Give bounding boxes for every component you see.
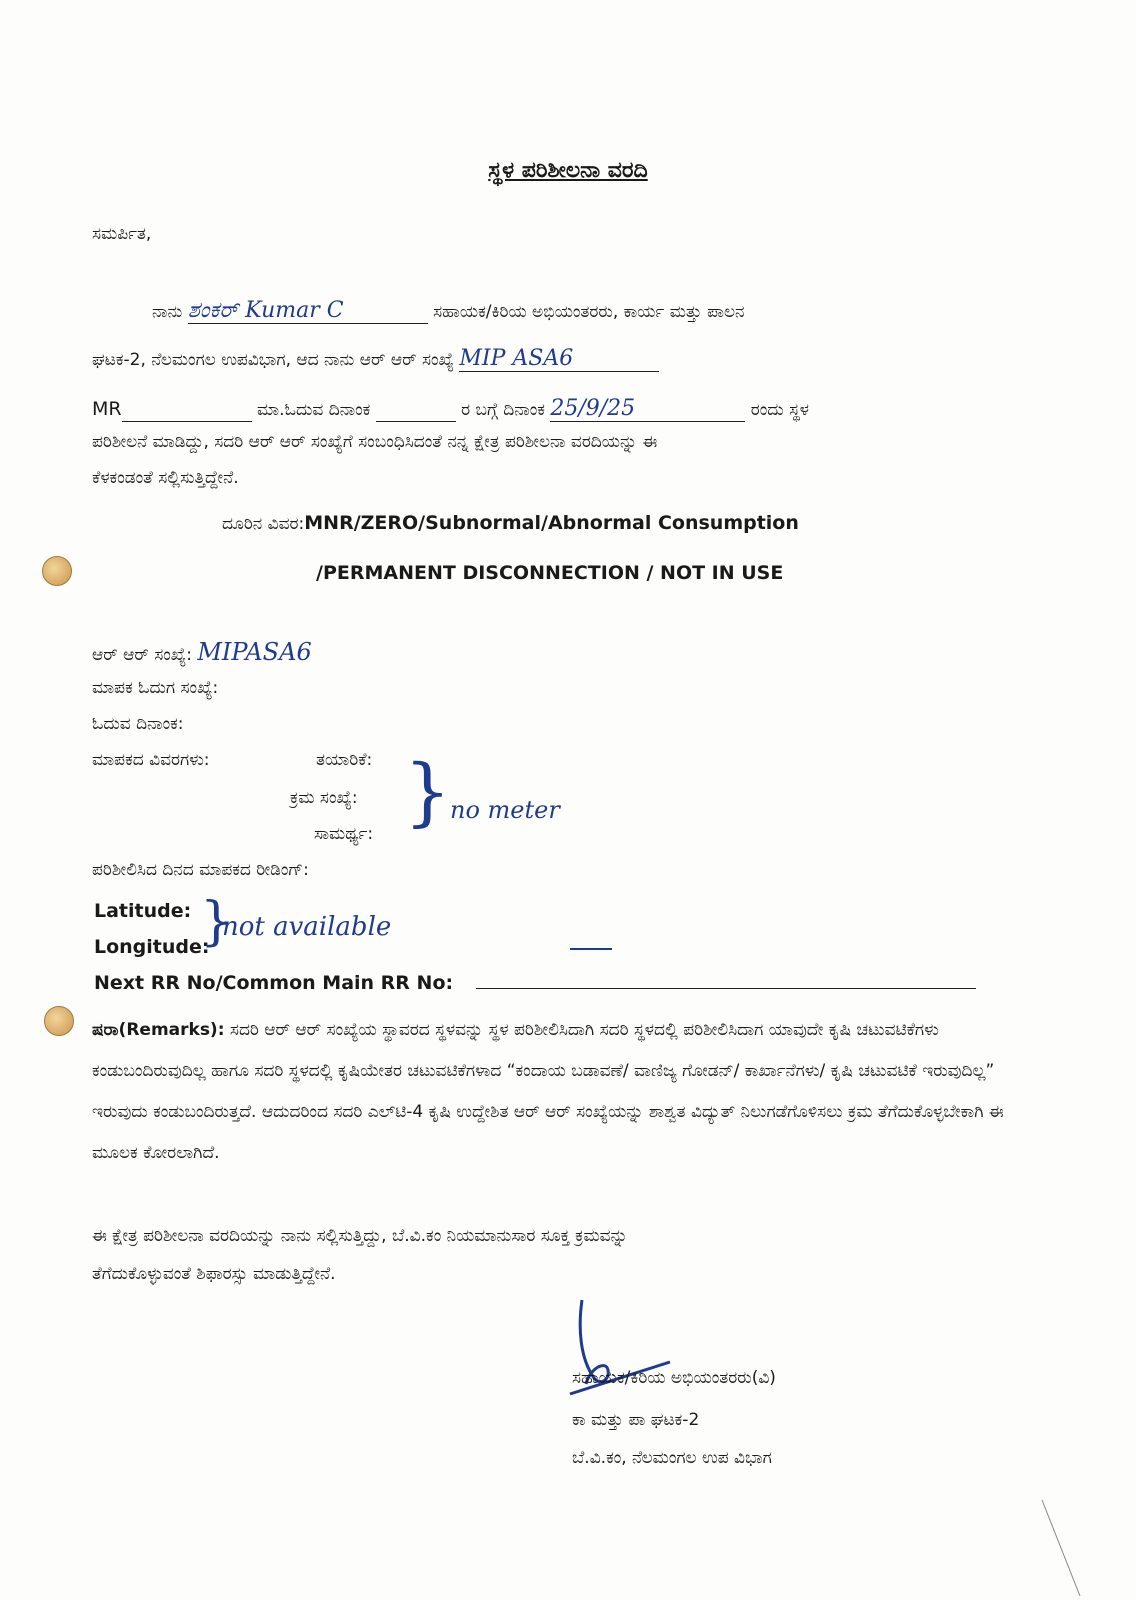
inspection-date-handwritten: 25/9/25 (550, 396, 745, 422)
meter-details-handwritten: no meter (450, 796, 560, 824)
signature-division: ಬೆ.ವಿ.ಕಂ, ನೆಲಮಂಗಲ ಉಪ ವಿಭಾಗ (572, 1448, 772, 1468)
longitude-label: Longitude: (94, 936, 210, 958)
closing-line-2: ತೆಗೆದುಕೊಳ್ಳುವಂತೆ ಶಿಫಾರಸ್ಸು ಮಾಡುತ್ತಿದ್ದೇನೆ. (92, 1264, 336, 1284)
reading-date-blank (376, 403, 456, 422)
meter-capacity-label: ಸಾಮರ್ಥ್ಯ: (314, 824, 374, 844)
meter-make-label: ತಯಾರಿಕೆ: (316, 750, 373, 770)
para-line-2: ಘಟಕ-2, ನೆಲಮಂಗಲ ಉಪವಿಭಾಗ, ಆದ ನಾನು ಆರ್ ಆರ್ ಸಂಖ್ಯೆ MIP ASA6 (92, 346, 659, 372)
signature-scribble (560, 1298, 680, 1408)
complaint-line-2: /PERMANENT DISCONNECTION / NOT IN USE (316, 562, 784, 584)
edge-mark (1040, 1500, 1100, 1600)
reading-on-inspection-label: ಪರಿಶೀಲಿಸಿದ ದಿನದ ಮಾಪಕದ ರೀಡಿಂಗ್: (92, 860, 309, 880)
rr-number-field-handwritten: MIPASA6 (197, 638, 312, 666)
handwritten-dash (570, 948, 612, 950)
handwritten-brace-meter: } (404, 749, 452, 835)
signature-designation: ಸಹಾಯಕ/ಕಿರಿಯ ಅಭಿಯಂತರರು(ವಿ) (572, 1368, 776, 1388)
remarks-paragraph: ಷರಾ(Remarks): ಸದರಿ ಆರ್ ಆರ್ ಸಂಖ್ಯೆಯ ಸ್ಥಾವರದ ಸ್ಥಳವನ್ನು ಸ್ಥಳ ಪರಿಶೀಲಿಸಿದಾಗಿ ಸದರಿ ಸ್ಥಳದಲ್ಲಿ ಪರಿಶೀಲಿಸಿದಾಗ ಯಾವುದೇ ಕೃಷಿ ಚಟುವಟಿಕೆಗಳು ಕಂಡುಬಂದಿರುವುದಿಲ್ಲ ಹಾಗೂ ಸದರಿ ಸ್ಥಳದಲ್ಲಿ ಕೃಷಿಯೇತರ ಚಟುವಟಿಕೆಗಳಾದ “ಕಂದಾಯ ಬಡಾವಣೆ/ ವಾಣಿಜ್ಯ ಗೋಡನ್/ ಕಾರ್ಖಾನೆಗಳು/ ಕೃಷಿ ಚಟುವಟಿಕೆ ಇರುವುದಿಲ್ಲ” ಇರುವುದು ಕಂಡುಬಂದಿರುತ್ತದೆ. ಆದುದರಿಂದ ಸದರಿ ಎಲ್‌ಟಿ-4 ಕೃಷಿ ಉದ್ದೇಶಿತ ಆರ್ ಆರ್ ಸಂಖ್ಯೆಯನ್ನು ಶಾಶ್ವತ ವಿದ್ಯುತ್ ನಿಲುಗಡೆಗೊಳಿಸಲು ಕ್ರಮ ತೆಗೆದುಕೊಳ್ಳಬೇಕಾಗಿ ಈ ಮೂಲಕ ಕೋರಲಾಗಿದೆ. (92, 1020, 1004, 1163)
punch-hole-bottom (44, 1006, 74, 1036)
page-title: ಸ್ಥಳ ಪರಿಶೀಲನಾ ವರದಿ (488, 158, 648, 183)
para-line-3: MR ಮಾ.ಓದುವ ದಿನಾಂಕ ರ ಬಗ್ಗೆ ದಿನಾಂಕ 25/9/25 ರಂದು ಸ್ಥಳ (92, 396, 810, 421)
latlon-handwritten: not available (222, 912, 392, 942)
punch-hole-top (42, 556, 72, 586)
salutation: ಸಮರ್ಪಿತ, (92, 224, 152, 244)
complaint-line-1: ದೂರಿನ ವಿವರ:MNR/ZERO/Subnormal/Abnormal Consumption (222, 512, 799, 534)
closing-line-1: ಈ ಕ್ಷೇತ್ರ ಪರಿಶೀಲನಾ ವರದಿಯನ್ನು ನಾನು ಸಲ್ಲಿಸುತ್ತಿದ್ದು, ಬೆ.ವಿ.ಕಂ ನಿಯಮಾನುಸಾರ ಸೂಕ್ತ ಕ್ರಮವನ್ನು (92, 1226, 628, 1246)
rr-number-field: ಆರ್ ಆರ್ ಸಂಖ್ಯೆ: MIPASA6 (92, 638, 312, 666)
para-line-4: ಪರಿಶೀಲನೆ ಮಾಡಿದ್ದು, ಸದರಿ ಆರ್ ಆರ್ ಸಂಖ್ಯೆಗೆ ಸಂಬಂಧಿಸಿದಂತೆ ನನ್ನ ಕ್ಷೇತ್ರ ಪರಿಶೀಲನಾ ವರದಿಯನ್ನು ಈ (92, 432, 658, 452)
rr-number-handwritten: MIP ASA6 (459, 346, 659, 372)
meter-serial-label: ಕ್ರಮ ಸಂಖ್ಯೆ: (290, 788, 358, 808)
meter-reader-number-label: ಮಾಪಕ ಓದುಗ ಸಂಖ್ಯೆ: (92, 678, 219, 698)
meter-details-label: ಮಾಪಕದ ವಿವರಗಳು: (92, 750, 210, 770)
para-line-1: ನಾನು ಶಂಕರ್ Kumar C ಸಹಾಯಕ/ಕಿರಿಯ ಅಭಿಯಂತರರು, ಕಾರ್ಯ ಮತ್ತು ಪಾಲನ (152, 298, 745, 323)
handwritten-brace-latlon: } (200, 892, 234, 952)
read-date-label: ಓದುವ ದಿನಾಂಕ: (92, 714, 184, 734)
latitude-label: Latitude: (94, 900, 192, 922)
next-rr-label: Next RR No/Common Main RR No: (94, 972, 454, 994)
mr-blank (122, 403, 252, 422)
para-line-5: ಕೆಳಕಂಡಂತೆ ಸಲ್ಲಿಸುತ್ತಿದ್ದೇನೆ. (92, 468, 239, 488)
officer-name-handwritten: ಶಂಕರ್ Kumar C (188, 298, 428, 324)
signature-unit: ಕಾ ಮತ್ತು ಪಾ ಘಟಕ-2 (572, 1410, 700, 1430)
next-rr-blank (476, 988, 976, 989)
